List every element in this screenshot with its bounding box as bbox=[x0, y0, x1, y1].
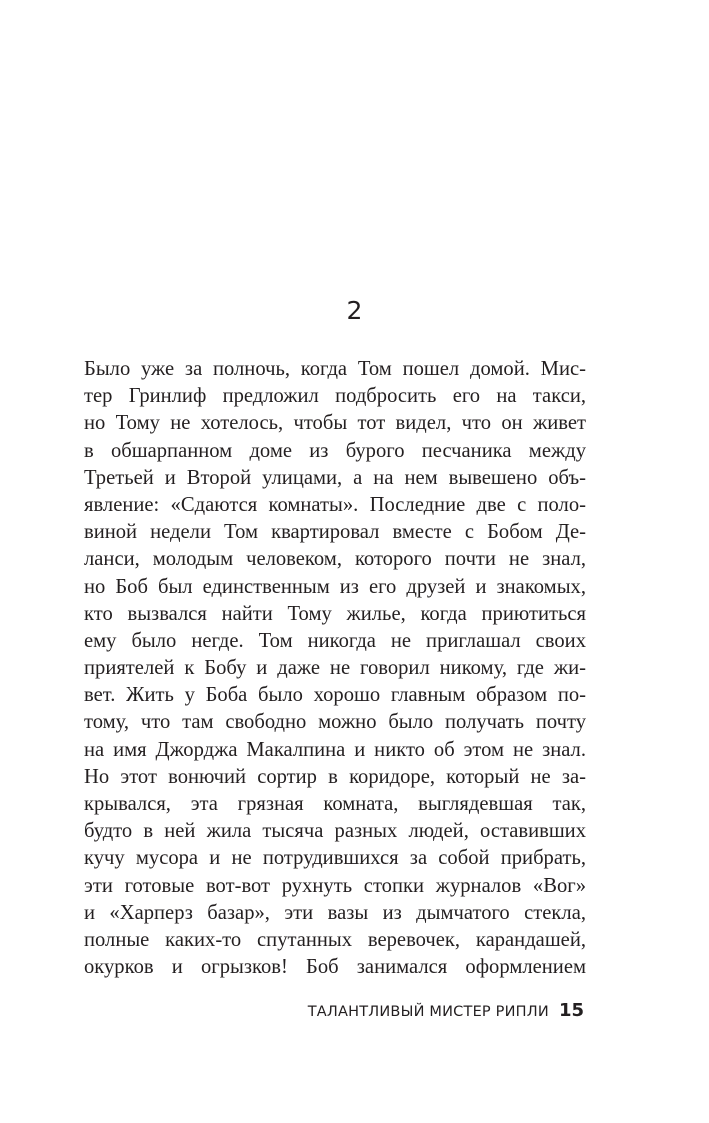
text-line: будто в ней жила тысяча разных людей, оставивших bbox=[84, 820, 586, 843]
text-line: но Тому не хотелось, чтобы тот видел, что он живет bbox=[84, 412, 586, 435]
text-line: в обшарпанном доме из бурого песчаника между bbox=[84, 439, 586, 462]
text-line: кто вызвался найти Тому жилье, когда приютиться bbox=[84, 602, 586, 625]
chapter-number: 2 bbox=[346, 296, 363, 325]
text-line: полные каких-то спутанных веревочек, карандашей, bbox=[84, 928, 586, 951]
text-line: и «Харперз базар», эти вазы из дымчатого стекла, bbox=[84, 901, 586, 924]
text-line: ему было негде. Том никогда не приглашал своих bbox=[84, 629, 586, 652]
text-line: Но этот вонючий сортир в коридоре, который не за- bbox=[84, 765, 586, 788]
text-line: на имя Джорджа Макалпина и никто об этом не знал. bbox=[84, 738, 586, 761]
text-line: тер Гринлиф предложил подбросить его на такси, bbox=[84, 385, 586, 408]
text-line: виной недели Том квартировал вместе с Бобом Де- bbox=[84, 521, 586, 544]
body-text bbox=[84, 356, 586, 981]
text-line: окурков и огрызков! Боб занимался оформлением bbox=[84, 956, 586, 979]
text-line: вет. Жить у Боба было хорошо главным образом по- bbox=[84, 684, 586, 707]
text-line: крывался, эта грязная комната, выглядевшая так, bbox=[84, 793, 586, 815]
text-line: Третьей и Второй улицами, а на нем вывешено объ- bbox=[84, 466, 586, 489]
text-line: приятелей к Бобу и даже не говорил никому, где жи- bbox=[84, 657, 586, 680]
text-line: тому, что там свободно можно было получать почту bbox=[84, 711, 586, 734]
text-line: но Боб был единственным из его друзей и знакомых, bbox=[84, 575, 586, 598]
page-footer bbox=[308, 1000, 584, 1021]
text-line: кучу мусора и не потрудившихся за собой прибрать, bbox=[84, 847, 586, 870]
text-line: эти готовые вот-вот рухнуть стопки журналов «Вог» bbox=[84, 874, 586, 897]
running-title: ТАЛАНТЛИВЫЙ МИСТЕР РИПЛИ bbox=[307, 1004, 549, 1020]
text-line: явление: «Сдаются комнаты». Последние две с поло- bbox=[84, 493, 586, 516]
text-line: ланси, молодым человеком, которого почти не знал, bbox=[84, 548, 586, 571]
text-line: Было уже за полночь, когда Том пошел домой. Мис- bbox=[84, 358, 586, 380]
page-number: 15 bbox=[558, 1000, 584, 1021]
